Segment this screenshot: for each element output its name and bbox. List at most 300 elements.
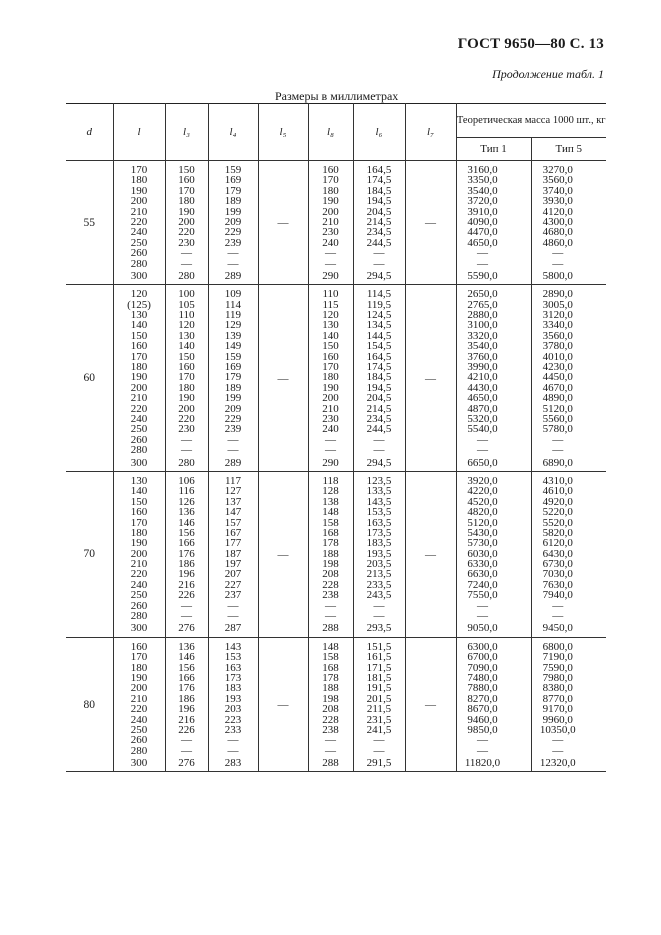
value-l8: 174,5 [366,361,392,374]
value-l4: 199 [224,392,242,405]
value-l3: 280 [178,456,195,469]
value-l: (125) [127,298,151,311]
column-l8 [353,161,405,285]
value-l6: 158 [322,651,339,664]
value-l6: — [325,257,336,270]
value-l8: 124,5 [366,309,392,322]
value-l8: 164,5 [366,350,392,363]
value-l8: 294,5 [366,269,392,282]
value-m5: 4860,0 [542,236,573,249]
value-l6: 230 [322,412,339,425]
value-m1: — [477,599,488,612]
value-l8: 203,5 [366,558,392,571]
value-l4: 193 [224,692,242,705]
value-m1: 7480,0 [467,671,498,684]
value-l3: 146 [178,516,195,529]
value-l: 300 [130,757,148,770]
value-l3: 130 [178,329,195,342]
value-l6: 178 [322,537,339,550]
value-l: 220 [130,703,148,716]
value-l8: 171,5 [366,661,392,674]
value-l3: 196 [178,568,195,581]
value-l3: 200 [178,402,195,415]
value-l: 140 [130,485,148,498]
value-l6: 240 [322,423,339,436]
value-l6: 288 [322,622,339,635]
value-m1: 6630,0 [467,568,498,581]
value-l6: 238 [322,723,339,736]
value-l: 170 [130,516,148,529]
table-group-row [66,637,606,772]
value-m5: 3120,0 [542,309,573,322]
value-l6: 190 [322,195,339,208]
value-m1: 4470,0 [467,226,498,239]
value-l6: 170 [322,174,339,187]
value-l8: 151,5 [366,640,392,653]
column-l6 [308,471,353,637]
col-header-mass: Теоретическая масса 1000 шт., кг [456,104,606,138]
column-l8 [353,637,405,772]
value-l4: 183 [224,682,242,695]
dimensions-table [66,103,606,772]
column-l4 [208,637,258,772]
value-l4: 177 [224,537,242,550]
value-l: 210 [130,692,148,705]
value-m5: — [552,610,564,623]
column-l3 [165,637,208,772]
value-l8: 173,5 [366,526,392,539]
value-l: 250 [130,589,148,602]
value-l: 140 [130,319,148,332]
value-m5: 3560,0 [542,329,573,342]
value-l4: 289 [224,456,242,469]
value-m1: 6030,0 [467,547,498,560]
value-l8: — [373,433,385,446]
column-m1 [456,285,531,472]
value-l: 300 [130,622,148,635]
value-l6: 180 [322,371,339,384]
value-m1: 11820,0 [464,757,501,770]
value-m5: 7030,0 [542,568,573,581]
value-m1: 4090,0 [467,215,498,228]
column-l6 [308,161,353,285]
table-group-row [66,161,606,285]
value-l4: 163 [224,661,242,674]
column-m1 [456,471,531,637]
value-l4: 129 [224,319,242,332]
column-m1 [456,637,531,772]
value-l8: 144,5 [366,329,392,342]
value-l: 120 [130,288,148,301]
value-l8: — [373,610,385,623]
value-l6: 128 [322,485,339,498]
value-l3: 216 [178,578,195,591]
value-l3: 176 [178,547,195,560]
dash-cell: — [405,471,456,637]
value-m5: 6120,0 [542,537,573,550]
value-m1: 3990,0 [467,361,498,374]
dash-cell: — [405,637,456,772]
value-l4: 283 [224,757,242,770]
value-m5: 6890,0 [542,456,573,469]
column-l [113,637,165,772]
value-m5: 3005,0 [542,298,573,311]
value-l: 160 [130,640,148,653]
value-m5: 4120,0 [542,205,573,218]
value-l3: 156 [178,661,195,674]
col-header-type5: Тип 5 [531,138,606,161]
value-l3: 200 [178,215,195,228]
column-m5 [531,285,606,472]
value-l6: 288 [322,757,339,770]
value-l3: 160 [178,174,195,187]
value-l8: 181,5 [366,671,392,684]
value-l6: — [325,599,336,612]
value-m1: 3920,0 [467,474,498,487]
value-l6: 178 [322,671,339,684]
value-l8: 241,5 [366,723,392,736]
value-l8: 231,5 [366,713,392,726]
value-l6: 228 [322,578,339,591]
value-m1: — [477,744,488,757]
value-l3: 226 [178,723,195,736]
value-l8: 204,5 [366,392,392,405]
value-l3: 186 [178,692,195,705]
col-header-l4: l₄ [208,104,258,161]
value-l: 280 [130,610,148,623]
value-l8: 143,5 [366,495,392,508]
value-l3: 170 [178,184,195,197]
value-m1: 6700,0 [467,651,498,664]
value-l8: 213,5 [366,568,392,581]
value-m5: 3780,0 [542,340,573,353]
value-m1: 3100,0 [467,319,498,332]
value-l8: 194,5 [366,195,392,208]
value-l6: 290 [322,456,339,469]
value-l3: 136 [178,506,195,519]
value-l3: 220 [178,226,195,239]
value-l: 130 [130,309,148,322]
value-l4: 117 [224,474,242,487]
value-m1: 4220,0 [467,485,498,498]
value-m5: 5520,0 [542,516,573,529]
value-l3: 180 [178,381,195,394]
column-m5 [531,471,606,637]
value-l: 190 [130,671,148,684]
value-l4: 203 [224,703,242,716]
value-l3: 100 [178,288,195,301]
value-l8: 293,5 [366,622,392,635]
value-m1: 3320,0 [467,329,498,342]
column-l3 [165,161,208,285]
value-l8: 234,5 [366,412,392,425]
value-m5: 12320,0 [539,757,576,770]
value-m1: 5430,0 [467,526,498,539]
value-m5: 4300,0 [542,215,573,228]
value-l8: 184,5 [366,184,392,197]
value-m1: — [477,257,488,270]
value-m5: 4230,0 [542,361,573,374]
value-l3: — [181,247,192,260]
value-l8: 194,5 [366,381,392,394]
value-m1: 4650,0 [467,392,498,405]
value-m1: 5120,0 [467,516,498,529]
value-m5: 10350,0 [539,723,576,736]
value-m1: 9460,0 [467,713,498,726]
value-l4: 109 [224,288,242,301]
column-l3 [165,471,208,637]
dash-cell: — [258,285,308,472]
value-m5: 3270,0 [542,164,573,176]
value-m1: 4430,0 [467,381,498,394]
table-group-row [66,471,606,637]
value-l8: 184,5 [366,371,392,384]
value-l3: 136 [178,640,195,653]
value-l3: 220 [178,412,195,425]
value-l3: 106 [178,474,195,487]
value-l: 190 [130,371,148,384]
value-l8: 244,5 [366,423,392,436]
value-m1: 4650,0 [467,236,498,249]
value-m5: 7980,0 [542,671,573,684]
value-m5: 3340,0 [542,319,573,332]
value-l4: 119 [224,309,242,322]
value-l4: 179 [224,184,242,197]
value-m5: — [552,744,564,757]
col-header-l5: l₅ [258,104,308,161]
value-m5: 5780,0 [542,423,573,436]
value-l: 220 [130,568,148,581]
value-l6: 120 [322,309,339,322]
column-l [113,285,165,472]
value-m5: 5220,0 [542,506,573,519]
value-l3: 190 [178,205,195,218]
value-l4: 143 [224,640,242,653]
value-l4: 223 [224,713,242,726]
value-l6: 160 [322,350,339,363]
value-l6: 118 [322,474,339,487]
value-l3: — [181,599,192,612]
value-l4: 227 [224,578,242,591]
value-m1: 5540,0 [467,423,498,436]
value-l3: 176 [178,682,195,695]
value-l8: 234,5 [366,226,392,239]
value-l8: 201,5 [366,692,392,705]
value-l6: — [325,610,336,623]
value-m1: 3540,0 [467,184,498,197]
value-l6: 198 [322,558,339,571]
value-m5: 7590,0 [542,661,573,674]
value-l3: — [181,257,192,270]
value-l8: 174,5 [366,174,392,187]
dash-cell: — [258,471,308,637]
value-l6: 208 [322,703,339,716]
column-l4 [208,161,258,285]
column-l3 [165,285,208,472]
value-l: 180 [130,661,148,674]
value-m5: 9170,0 [542,703,573,716]
value-l8: 183,5 [366,537,392,550]
value-m1: 3720,0 [467,195,498,208]
value-l6: 140 [322,329,339,342]
value-l: 210 [130,205,148,218]
value-l3: — [181,433,192,446]
value-l4: 207 [224,568,242,581]
column-l [113,161,165,285]
value-m5: 4450,0 [542,371,573,384]
value-m5: 5120,0 [542,402,573,415]
value-l8: 123,5 [366,474,392,487]
value-m1: 3910,0 [467,205,498,218]
value-m5: 4310,0 [542,474,573,487]
value-l4: — [227,247,239,260]
value-m5: 4010,0 [542,350,573,363]
value-l6: 158 [322,516,339,529]
value-m1: — [477,734,488,747]
value-l6: 188 [322,547,339,560]
value-l4: 114 [224,298,242,311]
value-l: 280 [130,444,148,457]
value-l8: 119,5 [366,298,392,311]
value-l6: 115 [322,298,339,311]
value-l6: — [325,734,336,747]
value-m1: — [477,433,488,446]
value-l8: 214,5 [366,402,392,415]
value-l4: — [227,257,239,270]
value-l8: — [373,247,385,260]
value-l: 250 [130,723,148,736]
value-l4: 167 [224,526,242,539]
value-l4: 169 [224,361,242,374]
value-m1: 4820,0 [467,506,498,519]
value-m1: — [477,247,488,260]
value-l4: 127 [224,485,242,498]
value-l8: 154,5 [366,340,392,353]
column-l4 [208,285,258,472]
value-l8: 163,5 [366,516,392,529]
value-l: 280 [130,744,148,757]
value-m1: 4520,0 [467,495,498,508]
value-l: 190 [130,184,148,197]
value-l3: 170 [178,371,195,384]
value-l8: 114,5 [366,288,392,301]
value-l: 260 [130,734,148,747]
value-l3: 116 [178,485,195,498]
column-m5 [531,637,606,772]
value-l6: 160 [322,164,339,176]
value-l: 250 [130,236,148,249]
value-l6: 170 [322,361,339,374]
value-l3: 105 [178,298,195,311]
value-l4: 197 [224,558,242,571]
value-m1: 8270,0 [467,692,498,705]
value-l: 260 [130,433,148,446]
value-l6: 148 [322,640,339,653]
value-l8: 191,5 [366,682,392,695]
value-l: 170 [130,350,148,363]
value-l: 240 [130,578,148,591]
value-m5: 6730,0 [542,558,573,571]
value-m1: 6300,0 [467,640,498,653]
value-l4: 189 [224,195,242,208]
value-l3: 216 [178,713,195,726]
value-l8: 291,5 [366,757,392,770]
value-l3: 280 [178,269,195,282]
value-l4: — [227,734,239,747]
value-l6: 290 [322,269,339,282]
value-m1: 3540,0 [467,340,498,353]
value-l8: 243,5 [366,589,392,602]
value-m1: 3160,0 [467,164,498,176]
value-l: 180 [130,361,148,374]
value-l4: 229 [224,226,242,239]
value-l4: 179 [224,371,242,384]
dash-cell: — [405,285,456,472]
value-m1: 9850,0 [467,723,498,736]
value-l3: 160 [178,361,195,374]
value-l8: — [373,599,385,612]
value-l8: — [373,444,385,457]
value-m5: 6800,0 [542,640,573,653]
value-l3: 150 [178,164,195,176]
col-header-d: d [66,104,113,161]
value-l3: 166 [178,671,195,684]
value-m5: 9960,0 [542,713,573,726]
value-l6: 200 [322,205,339,218]
value-l3: 276 [178,622,195,635]
value-l6: 110 [322,288,339,301]
value-l: 300 [130,269,148,282]
col-header-l3: l₃ [165,104,208,161]
value-l3: 186 [178,558,195,571]
table-group-row [66,285,606,472]
column-l4 [208,471,258,637]
value-l6: 208 [322,568,339,581]
value-l: 200 [130,381,148,394]
value-l: 200 [130,195,148,208]
value-l6: 138 [322,495,339,508]
value-l4: 237 [224,589,242,602]
dash-cell: — [258,161,308,285]
value-l6: 168 [322,661,339,674]
value-l: 130 [130,474,148,487]
value-l6: 228 [322,713,339,726]
value-l8: — [373,734,385,747]
value-l4: 229 [224,412,242,425]
value-l8: 161,5 [366,651,392,664]
value-l: 300 [130,456,148,469]
value-m1: 7880,0 [467,682,498,695]
value-l: 200 [130,547,148,560]
value-l4: 239 [224,423,242,436]
value-l: 170 [130,651,148,664]
value-l6: 238 [322,589,339,602]
value-l4: 153 [224,651,242,664]
value-l3: 230 [178,236,195,249]
value-l8: 153,5 [366,506,392,519]
value-l3: 276 [178,757,195,770]
value-m5: 8380,0 [542,682,573,695]
value-l4: — [227,610,239,623]
value-l4: 159 [224,164,242,176]
value-l3: 156 [178,526,195,539]
value-l4: 209 [224,402,242,415]
value-m1: 4870,0 [467,402,498,415]
value-l6: 130 [322,319,339,332]
value-l8: 193,5 [366,547,392,560]
value-l8: 294,5 [366,456,392,469]
value-l4: 209 [224,215,242,228]
